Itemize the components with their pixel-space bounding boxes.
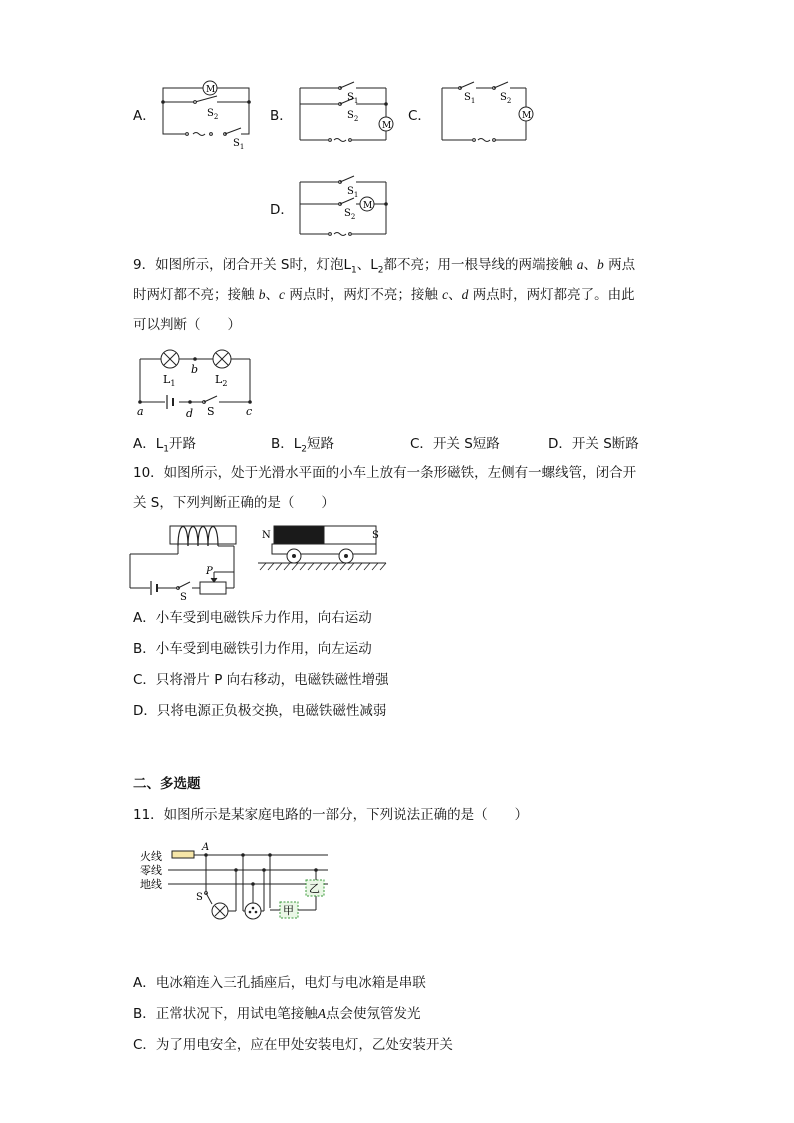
q10-stem-line1: 10．如图所示，处于光滑水平面的小车上放有一条形磁铁，左侧有一螺线管，闭合开 (133, 465, 637, 481)
q8-circuit-c (432, 74, 542, 149)
svg-text:地线: 地线 (140, 878, 162, 891)
q9-stem-line3: 可以判断（ ） (133, 317, 241, 333)
svg-text:S: S (372, 530, 379, 541)
svg-text:S2: $S_2$ (344, 208, 356, 221)
q9-option-b[interactable]: B．$L_2$短路 (271, 436, 335, 455)
svg-text:M: M (382, 121, 392, 131)
svg-text:S1: $S_1$ (233, 138, 245, 151)
svg-text:b: b (191, 363, 199, 376)
svg-text:S1: $S_1$ (347, 92, 359, 105)
q11-household-circuit-figure (140, 838, 340, 928)
q8-circuit-a (155, 74, 255, 149)
svg-text:S1: $S_1$ (347, 186, 359, 199)
svg-text:乙: 乙 (309, 882, 320, 895)
q11-option-b[interactable]: B．正常状况下，用试电笔接触A点会使氖管发光 (133, 1006, 421, 1022)
q9-stem-line1: 9．如图所示，闭合开关 S时，灯泡$L_1$、$L_2$都不亮；用一根导线的两端接触 a、b 两点 (133, 257, 636, 276)
svg-text:S: S (180, 592, 187, 603)
svg-text:S2: $S_2$ (347, 110, 359, 123)
q11-option-c[interactable]: C．为了用电安全，应在甲处安装电灯，乙处安装开关 (133, 1037, 453, 1053)
svg-text:零线: 零线 (140, 864, 162, 877)
q8-option-b-letter: B． (270, 108, 293, 124)
q10-magnet-cart-figure (258, 520, 393, 576)
q10-option-c[interactable]: C．只将滑片 P 向右移动，电磁铁磁性增强 (133, 672, 389, 688)
q11-option-a[interactable]: A．电冰箱连入三孔插座后，电灯与电冰箱是串联 (133, 975, 426, 991)
svg-text:火线: 火线 (140, 850, 162, 863)
q9-option-a[interactable]: A．$L_1$开路 (133, 436, 197, 455)
svg-text:S2: $S_2$ (207, 108, 219, 121)
q10-option-b[interactable]: B．小车受到电磁铁引力作用，向左运动 (133, 641, 372, 657)
q10-option-a[interactable]: A．小车受到电磁铁斥力作用，向右运动 (133, 610, 372, 626)
q9-circuit-figure (135, 345, 265, 420)
svg-text:L1: $L_1$ (163, 373, 176, 388)
svg-text:S1: $S_1$ (464, 92, 476, 105)
q10-option-d[interactable]: D．只将电源正负极交换，电磁铁磁性减弱 (133, 703, 387, 719)
q8-option-d-letter: D． (270, 202, 294, 218)
svg-text:L2: $L_2$ (215, 373, 228, 388)
motor-label: M (206, 85, 216, 95)
svg-text:甲: 甲 (283, 904, 294, 917)
q9-option-d[interactable]: D．开关 S断路 (548, 436, 639, 452)
svg-text:S: S (196, 892, 203, 903)
svg-text:A: A (202, 842, 210, 853)
q10-solenoid-circuit-figure (126, 522, 251, 602)
q8-circuit-d (292, 168, 402, 243)
svg-text:S: S (207, 405, 215, 418)
svg-text:M: M (522, 111, 532, 121)
svg-text:S2: $S_2$ (500, 92, 512, 105)
q8-option-a-letter: A． (133, 108, 156, 124)
svg-text:N: N (262, 530, 271, 541)
svg-text:M: M (363, 201, 373, 211)
svg-text:c: c (246, 405, 253, 418)
svg-text:d: d (186, 407, 194, 420)
q9-stem-line2: 时两灯都不亮；接触 b、c 两点时，两灯不亮；接触 c、d 两点时，两灯都亮了。由此 (133, 287, 635, 303)
q11-stem: 11．如图所示是某家庭电路的一部分，下列说法正确的是（ ） (133, 807, 529, 823)
q10-stem-line2: 关 S，下列判断正确的是（ ） (133, 495, 335, 511)
q8-circuit-b (292, 74, 402, 149)
svg-text:a: a (137, 405, 144, 418)
svg-text:P: P (206, 566, 213, 577)
section-heading-multiple-choice: 二、多选题 (133, 776, 201, 792)
q8-option-c-letter: C． (408, 108, 431, 124)
q9-option-c[interactable]: C．开关 S短路 (410, 436, 500, 452)
